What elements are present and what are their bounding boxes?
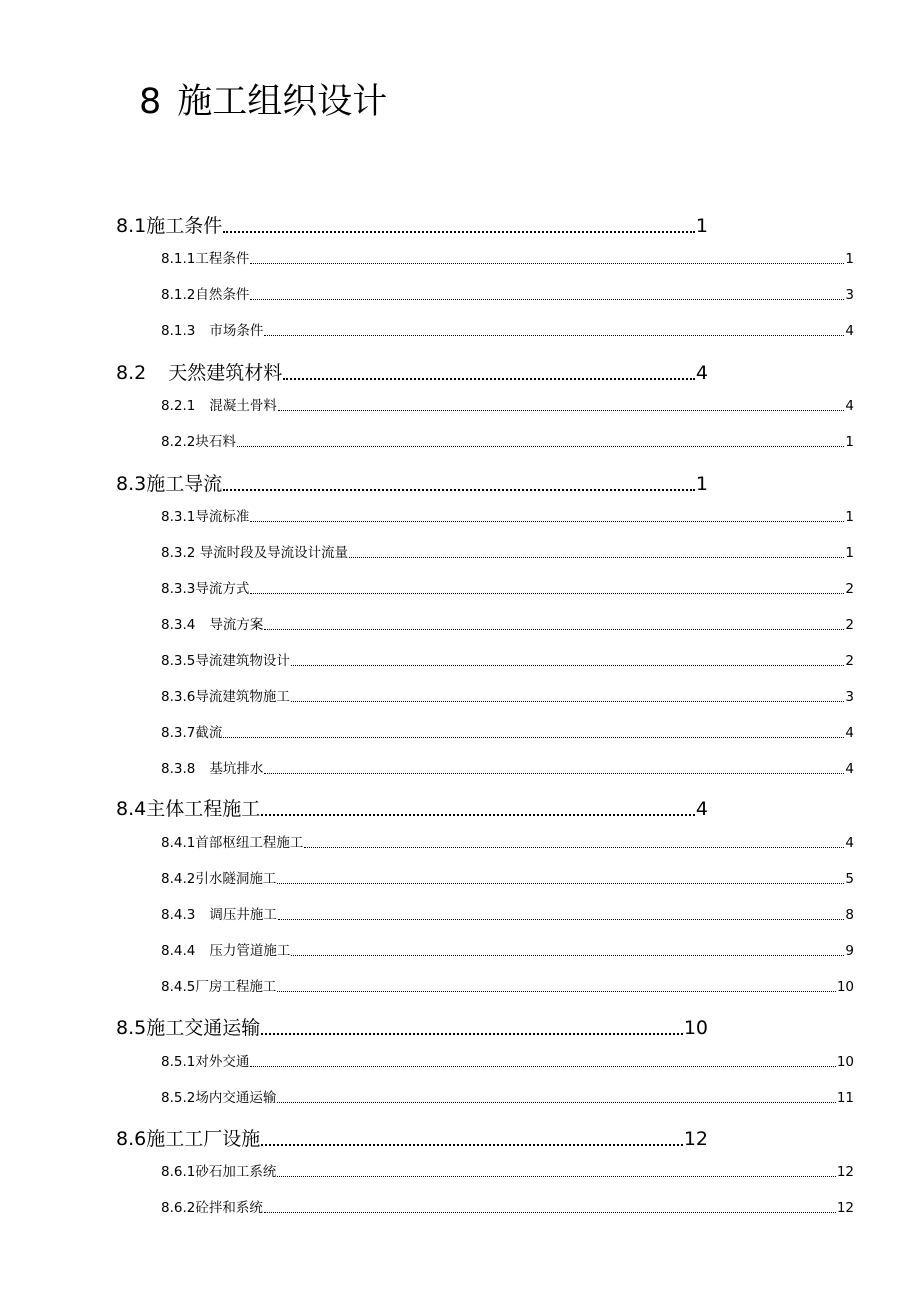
toc-dot-leader bbox=[250, 579, 844, 599]
toc-subsection-entry[interactable] bbox=[161, 687, 854, 707]
toc-dot-leader bbox=[264, 1198, 836, 1218]
toc-subsection-entry[interactable] bbox=[161, 579, 854, 599]
toc-dot-leader bbox=[278, 905, 845, 925]
toc-entry-number: 8.2.2 bbox=[161, 434, 196, 450]
toc-page-number: 4 bbox=[845, 323, 854, 339]
toc-entry-label: 厂房工程施工 bbox=[195, 979, 277, 995]
toc-dot-leader bbox=[277, 1162, 835, 1182]
toc-entry-title bbox=[161, 687, 290, 707]
toc-entry-label: 施工条件 bbox=[146, 215, 223, 237]
toc-entry-title bbox=[116, 360, 282, 386]
toc-entry-title bbox=[161, 723, 222, 743]
toc-subsection-entry[interactable] bbox=[161, 651, 854, 671]
toc-entry-title bbox=[161, 1162, 276, 1182]
toc-subsection-entry[interactable] bbox=[161, 615, 854, 635]
toc-page-number: 10 bbox=[683, 1017, 708, 1039]
toc-section-entry[interactable] bbox=[116, 796, 708, 822]
toc-page-number: 4 bbox=[845, 725, 854, 741]
toc-entry-label: 施工交通运输 bbox=[146, 1017, 261, 1039]
toc-entry-label: 混凝土骨料 bbox=[209, 398, 277, 414]
toc-subsection-entry[interactable] bbox=[161, 396, 854, 416]
toc-entry-label: 工程条件 bbox=[195, 251, 250, 267]
toc-dot-leader bbox=[277, 869, 844, 889]
toc-section-entry[interactable] bbox=[116, 360, 708, 386]
toc-page-number: 1 bbox=[845, 434, 854, 450]
toc-entry-label: 首部枢纽工程施工 bbox=[195, 835, 304, 851]
toc-page-number: 1 bbox=[695, 473, 708, 495]
chapter-title: 施工组织设计 bbox=[177, 82, 388, 122]
toc-entry-number: 8.3.6 bbox=[161, 689, 196, 705]
toc-subsection-entry[interactable] bbox=[161, 759, 854, 779]
toc-page-number: 4 bbox=[845, 761, 854, 777]
toc-page-number: 2 bbox=[845, 581, 854, 597]
toc-entry-label: 场内交通运输 bbox=[195, 1090, 277, 1106]
toc-entry-title bbox=[161, 977, 276, 997]
toc-page-number: 12 bbox=[836, 1164, 854, 1180]
toc-entry-title bbox=[161, 615, 263, 635]
toc-entry-number: 8.4.4 bbox=[161, 943, 196, 959]
toc-section-entry[interactable] bbox=[116, 213, 708, 239]
toc-entry-label: 基坑排水 bbox=[209, 761, 264, 777]
toc-entry-label: 导流时段及导流设计流量 bbox=[199, 545, 349, 561]
toc-page-number: 2 bbox=[845, 617, 854, 633]
toc-dot-leader bbox=[264, 759, 844, 779]
toc-section-entry[interactable] bbox=[116, 1126, 708, 1152]
toc-entry-number: 8.6.1 bbox=[161, 1164, 196, 1180]
toc-entry-number: 8.1.1 bbox=[161, 251, 196, 267]
toc-entry-number: 8.2 bbox=[116, 362, 147, 384]
toc-subsection-entry[interactable] bbox=[161, 869, 854, 889]
chapter-number: 8 bbox=[139, 82, 162, 122]
toc-page-number: 4 bbox=[695, 362, 708, 384]
toc-page-number: 11 bbox=[836, 1090, 854, 1106]
toc-subsection-entry[interactable] bbox=[161, 905, 854, 925]
toc-entry-label: 导流方式 bbox=[195, 581, 250, 597]
toc-entry-number: 8.4.3 bbox=[161, 907, 196, 923]
toc-entry-title bbox=[116, 1126, 260, 1152]
toc-subsection-entry[interactable] bbox=[161, 1052, 854, 1072]
toc-entry-title bbox=[161, 543, 348, 563]
toc-entry-title bbox=[116, 796, 260, 822]
toc-page-number: 8 bbox=[845, 907, 854, 923]
toc-entry-label: 调压井施工 bbox=[209, 907, 277, 923]
toc-entry-label: 施工导流 bbox=[146, 473, 223, 495]
toc-entry-title bbox=[116, 1015, 260, 1041]
toc-subsection-entry[interactable] bbox=[161, 833, 854, 853]
toc-section-entry[interactable] bbox=[116, 1015, 708, 1041]
toc-entry-number: 8.1.3 bbox=[161, 323, 196, 339]
toc-entry-label: 压力管道施工 bbox=[209, 943, 291, 959]
toc-page-number: 10 bbox=[836, 979, 854, 995]
toc-entry-label: 导流建筑物设计 bbox=[195, 653, 290, 669]
toc-subsection-entry[interactable] bbox=[161, 723, 854, 743]
toc-entry-title bbox=[161, 579, 249, 599]
toc-entry-label: 施工工厂设施 bbox=[146, 1128, 261, 1150]
toc-entry-title bbox=[161, 432, 236, 452]
toc-entry-number: 8.4.1 bbox=[161, 835, 196, 851]
toc-dot-leader bbox=[250, 1052, 835, 1072]
toc-page-number: 1 bbox=[695, 215, 708, 237]
toc-entry-number: 8.3.1 bbox=[161, 509, 196, 525]
toc-entry-number: 8.3.3 bbox=[161, 581, 196, 597]
toc-page-number: 9 bbox=[845, 943, 854, 959]
toc-dot-leader bbox=[223, 213, 695, 239]
toc-dot-leader bbox=[291, 941, 844, 961]
toc-entry-label: 块石料 bbox=[195, 434, 236, 450]
toc-entry-label: 砼拌和系统 bbox=[195, 1200, 263, 1216]
toc-entry-title bbox=[161, 651, 290, 671]
toc-entry-number: 8.3 bbox=[116, 473, 147, 495]
toc-section-entry[interactable] bbox=[116, 471, 708, 497]
toc-entry-label: 自然条件 bbox=[195, 287, 250, 303]
toc-page-number: 3 bbox=[845, 689, 854, 705]
toc-dot-leader bbox=[277, 1088, 835, 1108]
toc-entry-number: 8.3.4 bbox=[161, 617, 196, 633]
toc-entry-number: 8.2.1 bbox=[161, 398, 196, 414]
toc-dot-leader bbox=[250, 507, 844, 527]
toc-entry-number: 8.5.2 bbox=[161, 1090, 196, 1106]
toc-entry-number: 8.4.2 bbox=[161, 871, 196, 887]
toc-entry-label: 砂石加工系统 bbox=[195, 1164, 277, 1180]
toc-entry-label: 导流方案 bbox=[209, 617, 264, 633]
toc-page-number: 4 bbox=[845, 398, 854, 414]
toc-page-number: 4 bbox=[695, 798, 708, 820]
toc-page-number: 1 bbox=[845, 251, 854, 267]
toc-entry-title bbox=[161, 833, 303, 853]
toc-entry-label: 主体工程施工 bbox=[146, 798, 261, 820]
toc-subsection-entry[interactable] bbox=[161, 1088, 854, 1108]
toc-entry-number: 8.5.1 bbox=[161, 1054, 196, 1070]
toc-dot-leader bbox=[261, 1126, 683, 1152]
toc-entry-title bbox=[161, 507, 249, 527]
toc-dot-leader bbox=[278, 396, 845, 416]
toc-entry-title bbox=[161, 1088, 276, 1108]
toc-page-number: 3 bbox=[845, 287, 854, 303]
toc-page-number: 1 bbox=[845, 509, 854, 525]
toc-page-number: 1 bbox=[845, 545, 854, 561]
toc-entry-title bbox=[161, 396, 277, 416]
toc-entry-label: 引水隧洞施工 bbox=[195, 871, 277, 887]
toc-dot-leader bbox=[223, 471, 695, 497]
toc-entry-number: 8.4.5 bbox=[161, 979, 196, 995]
toc-page-number: 2 bbox=[845, 653, 854, 669]
toc-entry-number: 8.3.2 bbox=[161, 545, 196, 561]
toc-entry-label: 市场条件 bbox=[209, 323, 264, 339]
toc-dot-leader bbox=[237, 432, 845, 452]
toc-entry-label: 导流建筑物施工 bbox=[195, 689, 290, 705]
toc-entry-label: 天然建筑材料 bbox=[168, 362, 283, 384]
toc-entry-title bbox=[161, 285, 249, 305]
toc-entry-title bbox=[161, 941, 290, 961]
toc-dot-leader bbox=[264, 321, 844, 341]
toc-entry-label: 导流标准 bbox=[195, 509, 250, 525]
toc-dot-leader bbox=[223, 723, 844, 743]
toc-page-number: 12 bbox=[683, 1128, 708, 1150]
toc-entry-title bbox=[161, 905, 277, 925]
toc-entry-title bbox=[161, 869, 276, 889]
toc-entry-title bbox=[116, 213, 222, 239]
toc-subsection-entry[interactable] bbox=[161, 1198, 854, 1218]
toc-dot-leader bbox=[291, 651, 845, 671]
toc-subsection-entry[interactable] bbox=[161, 321, 854, 341]
toc-entry-title bbox=[161, 249, 249, 269]
toc-entry-number: 8.3.5 bbox=[161, 653, 196, 669]
toc-dot-leader bbox=[283, 360, 695, 386]
toc-dot-leader bbox=[261, 796, 695, 822]
toc-subsection-entry[interactable] bbox=[161, 432, 854, 452]
toc-subsection-entry[interactable] bbox=[161, 285, 854, 305]
toc-dot-leader bbox=[250, 285, 844, 305]
toc-page-number: 4 bbox=[845, 835, 854, 851]
toc-entry-title bbox=[161, 759, 263, 779]
toc-dot-leader bbox=[261, 1015, 683, 1041]
toc-subsection-entry[interactable] bbox=[161, 977, 854, 997]
toc-subsection-entry[interactable] bbox=[161, 249, 854, 269]
toc-entry-number: 8.6.2 bbox=[161, 1200, 196, 1216]
toc-entry-number: 8.1 bbox=[116, 215, 147, 237]
toc-entry-title bbox=[161, 1198, 263, 1218]
toc-subsection-entry[interactable] bbox=[161, 941, 854, 961]
toc-dot-leader bbox=[291, 687, 845, 707]
toc-subsection-entry[interactable] bbox=[161, 543, 854, 563]
toc-entry-number: 8.6 bbox=[116, 1128, 147, 1150]
toc-subsection-entry[interactable] bbox=[161, 1162, 854, 1182]
toc-entry-number: 8.3.7 bbox=[161, 725, 196, 741]
toc-dot-leader bbox=[349, 543, 844, 563]
toc-page-number: 12 bbox=[836, 1200, 854, 1216]
toc-dot-leader bbox=[304, 833, 844, 853]
toc-entry-title bbox=[161, 1052, 249, 1072]
toc-entry-label: 截流 bbox=[195, 725, 223, 741]
toc-entry-title bbox=[161, 321, 263, 341]
toc-dot-leader bbox=[264, 615, 844, 635]
toc-entry-number: 8.1.2 bbox=[161, 287, 196, 303]
toc-entry-label: 对外交通 bbox=[195, 1054, 250, 1070]
toc-entry-number: 8.5 bbox=[116, 1017, 147, 1039]
toc-page-number: 5 bbox=[845, 871, 854, 887]
toc-dot-leader bbox=[277, 977, 835, 997]
toc-dot-leader bbox=[250, 249, 844, 269]
toc-subsection-entry[interactable] bbox=[161, 507, 854, 527]
toc-entry-number: 8.4 bbox=[116, 798, 147, 820]
toc-entry-title bbox=[116, 471, 222, 497]
toc-page-number: 10 bbox=[836, 1054, 854, 1070]
toc-entry-number: 8.3.8 bbox=[161, 761, 196, 777]
